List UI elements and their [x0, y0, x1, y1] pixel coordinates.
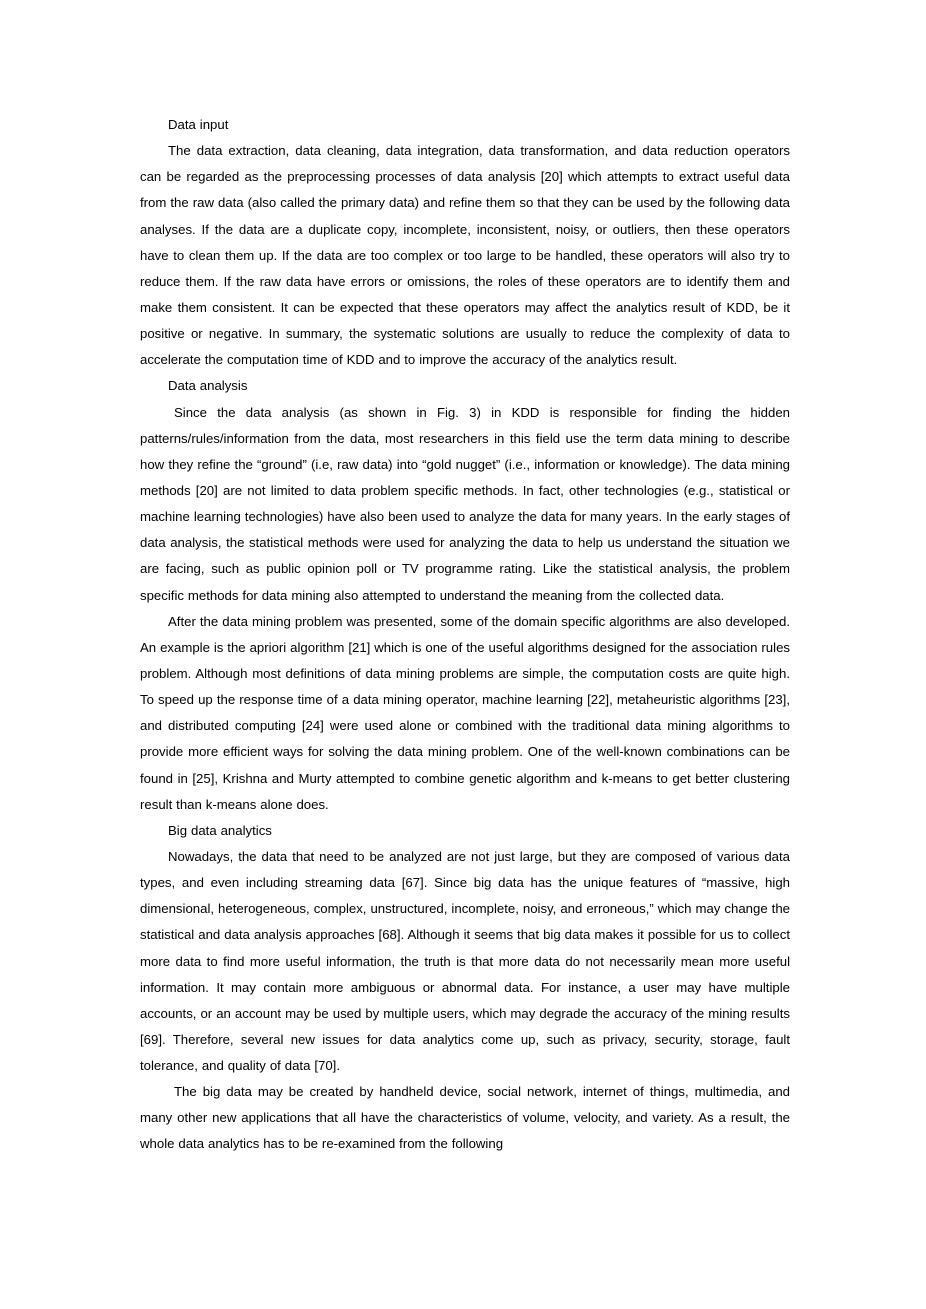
paragraph-data-input: The data extraction, data cleaning, data integration, data transformation, and data reduction operators can be regarded as the preprocessing processes of data analysis [20] which attempts to extract useful data from the raw data (also called the primary data) and refine them so that they can be used by the following data analyses. If the data are a duplicate copy, incomplete, inconsistent, noisy, or outliers, then these operators have to clean them up. If the data are too complex or too large to be handled, these operators will also try to reduce them. If the raw data have errors or omissions, the roles of these operators are to identify them and make them consistent. It can be expected that these operators may affect the analytics result of KDD, be it positive or negative. In summary, the systematic solutions are usually to reduce the complexity of data to accelerate the computation time of KDD and to improve the accuracy of the analytics result.: [140, 143, 790, 368]
section-heading-data-analysis: Data analysis: [168, 378, 248, 394]
section-heading-big-data-analytics: Big data analytics: [168, 822, 272, 838]
paragraph-big-data-1: Nowadays, the data that need to be analyzed are not just large, but they are composed of various data types, and even including streaming data [67]. Since big data has the unique features of “massive, high dimensional, heterogeneous, complex, unstructured, incomplete, noisy, and erroneous,” which may change the statistical and data analysis approaches [68]. Although it seems that big data makes it possible for us to collect more data to find more useful information, the truth is that more data do not necessarily mean more useful information. It may contain more ambiguous or abnormal data. For instance, a user may have multiple accounts, or an account may be used by multiple users, which may degrade the accuracy of the mining results [69]. Therefore, several new issues for data analytics come up, such as privacy, security, storage, fault tolerance, and quality of data [70].: [140, 848, 790, 1074]
paragraph-data-analysis-2: After the data mining problem was presented, some of the domain specific algorithms are also developed. An example is the apriori algorithm [21] which is one of the useful algorithms designed for the association rules problem. Although most definitions of data mining problems are simple, the computation costs are quite high. To speed up the response time of a data mining operator, machine learning [22], metaheuristic algorithms [23], and distributed computing [24] were used alone or combined with the traditional data mining algorithms to provide more efficient ways for solving the data mining problem. One of the well-known combinations can be found in [25], Krishna and Murty attempted to combine genetic algorithm and k-means to get better clustering result than k-means alone does.: [140, 613, 790, 812]
section-heading-data-input: Data input: [168, 117, 229, 132]
paragraph-data-analysis-1: Since the data analysis (as shown in Fig. 3) in KDD is responsible for finding the hidden patterns/rules/information from the data, most researchers in this field use the term data mining to describe how they refine the “ground” (i.e, raw data) into “gold nugget” (i.e., information or knowledge). The data mining methods [20] are not limited to data problem specific methods. In fact, other technologies (e.g., statistical or machine learning technologies) have also been used to analyze the data for many years. In the early stages of data analysis, the statistical methods were used for analyzing the data to help us understand the situation we are facing, such as public opinion poll or TV programme rating. Like the statistical analysis, the problem specific methods for data mining also attempted to understand the meaning from the collected data.: [140, 404, 790, 603]
document-body: [140, 112, 790, 1158]
paragraph-big-data-2: The big data may be created by handheld device, social network, internet of things, multimedia, and many other new applications that all have the characteristics of volume, velocity, and variety. As a result, the whole data analytics has to be re-examined from the following: [140, 1084, 790, 1152]
